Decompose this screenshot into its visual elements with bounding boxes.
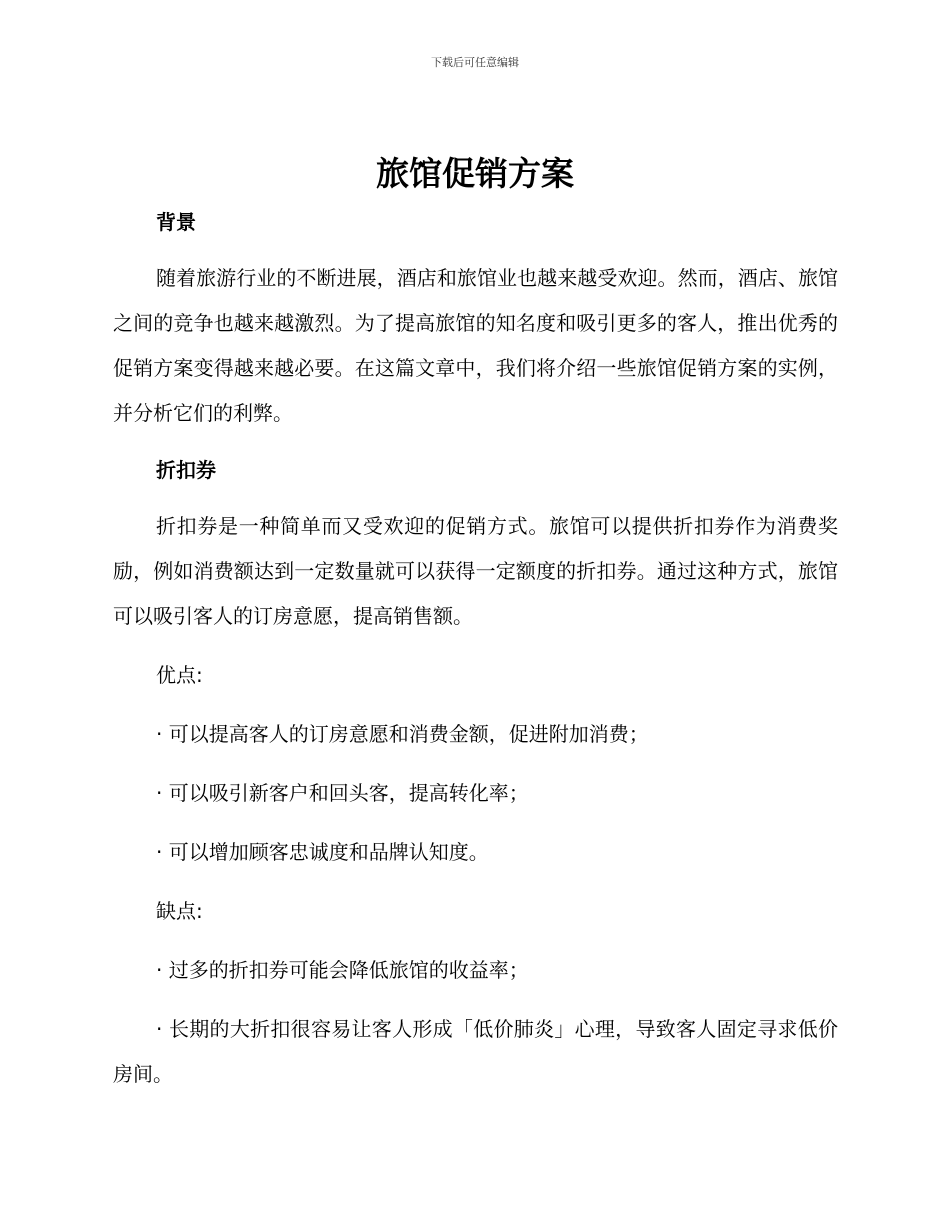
- document-title: 旅馆促销方案: [376, 154, 574, 193]
- cons-item: · 长期的大折扣很容易让客人形成「低价肺炎」心理，导致客人固定寻求低价房间。: [113, 1017, 838, 1086]
- document-body: [113, 200, 838, 1097]
- pros-item: · 可以吸引新客户和回头客，提高转化率；: [156, 781, 529, 805]
- section-heading-background: 背景: [156, 210, 196, 234]
- cons-label: 缺点:: [156, 899, 203, 923]
- pros-label: 优点:: [156, 663, 203, 687]
- section-heading-coupon: 折扣券: [156, 458, 216, 482]
- pros-item: · 可以提高客人的订房意愿和消费金额，促进附加消费；: [156, 722, 649, 746]
- cons-item: · 过多的折扣券可能会降低旅馆的收益率；: [156, 958, 529, 982]
- coupon-paragraph: 折扣券是一种简单而又受欢迎的促销方式。旅馆可以提供折扣券作为消费奖励，例如消费额达到一定数量就可以获得一定额度的折扣券。通过这种方式，旅馆可以吸引客人的订房意愿，提高销售额。: [113, 514, 838, 628]
- background-paragraph: 随着旅游行业的不断进展，酒店和旅馆业也越来越受欢迎。然而，酒店、旅馆之间的竞争也越来越激烈。为了提高旅馆的知名度和吸引更多的客人，推出优秀的促销方案变得越来越必要。在这篇文章中，我们将介绍一些旅馆促销方案的实例，并分析它们的利弊。: [113, 266, 838, 425]
- header-note: 下载后可任意编辑: [431, 56, 519, 69]
- pros-item: · 可以增加顾客忠诚度和品牌认知度。: [156, 840, 489, 864]
